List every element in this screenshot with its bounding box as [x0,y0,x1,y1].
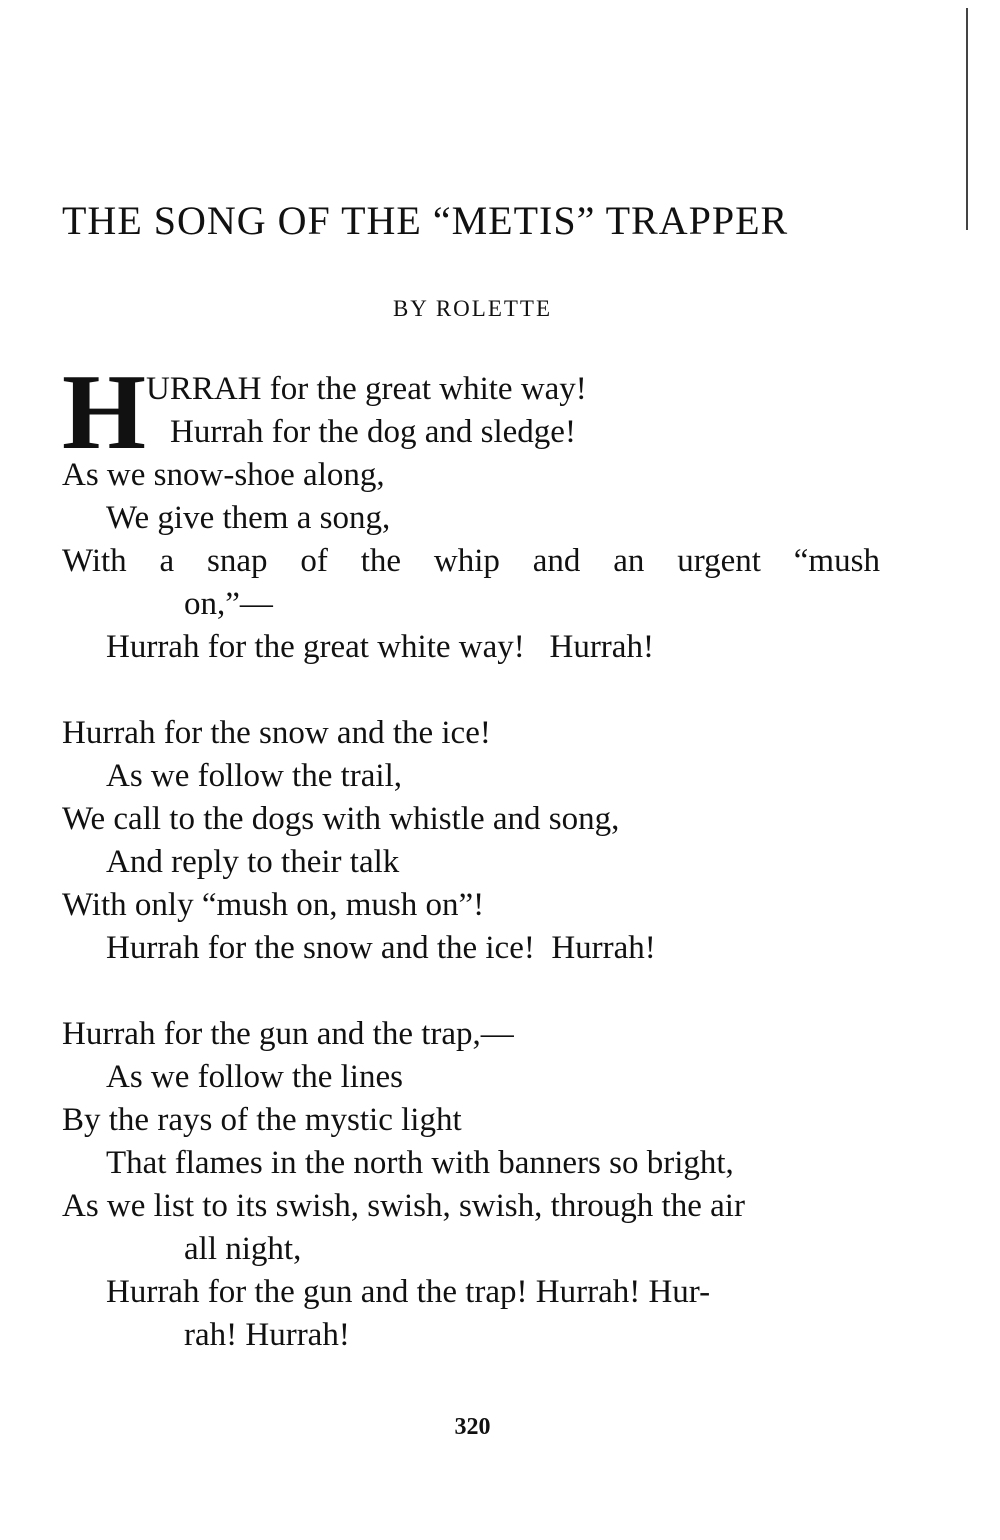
poem-line-continuation: all night, [184,1231,302,1267]
poem-line-continuation: on,”— [184,586,273,622]
poem-line: Hurrah for the great white way! Hurrah! [106,629,654,665]
poem-line: As we snow-shoe along, [62,457,385,493]
dropcap-block [62,353,892,472]
stanza-3 [62,1013,892,1357]
poem-line: Hurrah for the dog and sledge! [170,414,576,450]
word: an [613,543,645,579]
poem-line: We give them a song, [106,500,391,536]
poem-line-continuation: rah! Hurrah! [184,1317,350,1353]
poem-line: Hurrah for the gun and the trap,— [62,1016,514,1052]
poem-line: Hurrah for the snow and the ice! [62,715,491,751]
word: and [532,543,581,579]
poem-body [62,353,892,1357]
word: the [360,543,402,579]
stanza-2 [62,712,892,970]
poem-line: That flames in the north with banners so bright, [106,1145,734,1181]
word: of [300,543,328,579]
poem-line: With only “mush on, mush on”! [62,887,485,923]
stanza-gap [62,970,892,1013]
poem-line: Hurrah for the snow and the ice! Hurrah! [106,930,656,966]
page-edge-line [966,8,968,230]
word: a [159,543,175,579]
stanza-1 [62,353,892,669]
poem-line: By the rays of the mystic light [62,1102,462,1138]
poem-byline: BY ROLETTE [392,296,553,321]
poem-line: URRAH for the great white way! [146,371,587,407]
word: urgent [677,543,761,579]
poem-line: As we list to its swish, swish, swish, through the air [62,1188,745,1224]
word: “mush [793,543,880,579]
poem-line-justified [62,540,880,583]
word: With [62,543,127,579]
poem-line: Hurrah for the gun and the trap! Hurrah! Hur- [106,1274,711,1310]
drop-cap-letter: H [62,353,147,472]
poem-line: We call to the dogs with whistle and song, [62,801,620,837]
poem-line: And reply to their talk [106,844,400,880]
stanza-gap [62,669,892,712]
word: whip [433,543,500,579]
poem-title: THE SONG OF THE “METIS” TRAPPER [62,198,789,243]
poem-line: As we follow the trail, [106,758,403,794]
page-number: 320 [454,1414,491,1440]
word: snap [207,543,268,579]
poem-line: As we follow the lines [106,1059,403,1095]
